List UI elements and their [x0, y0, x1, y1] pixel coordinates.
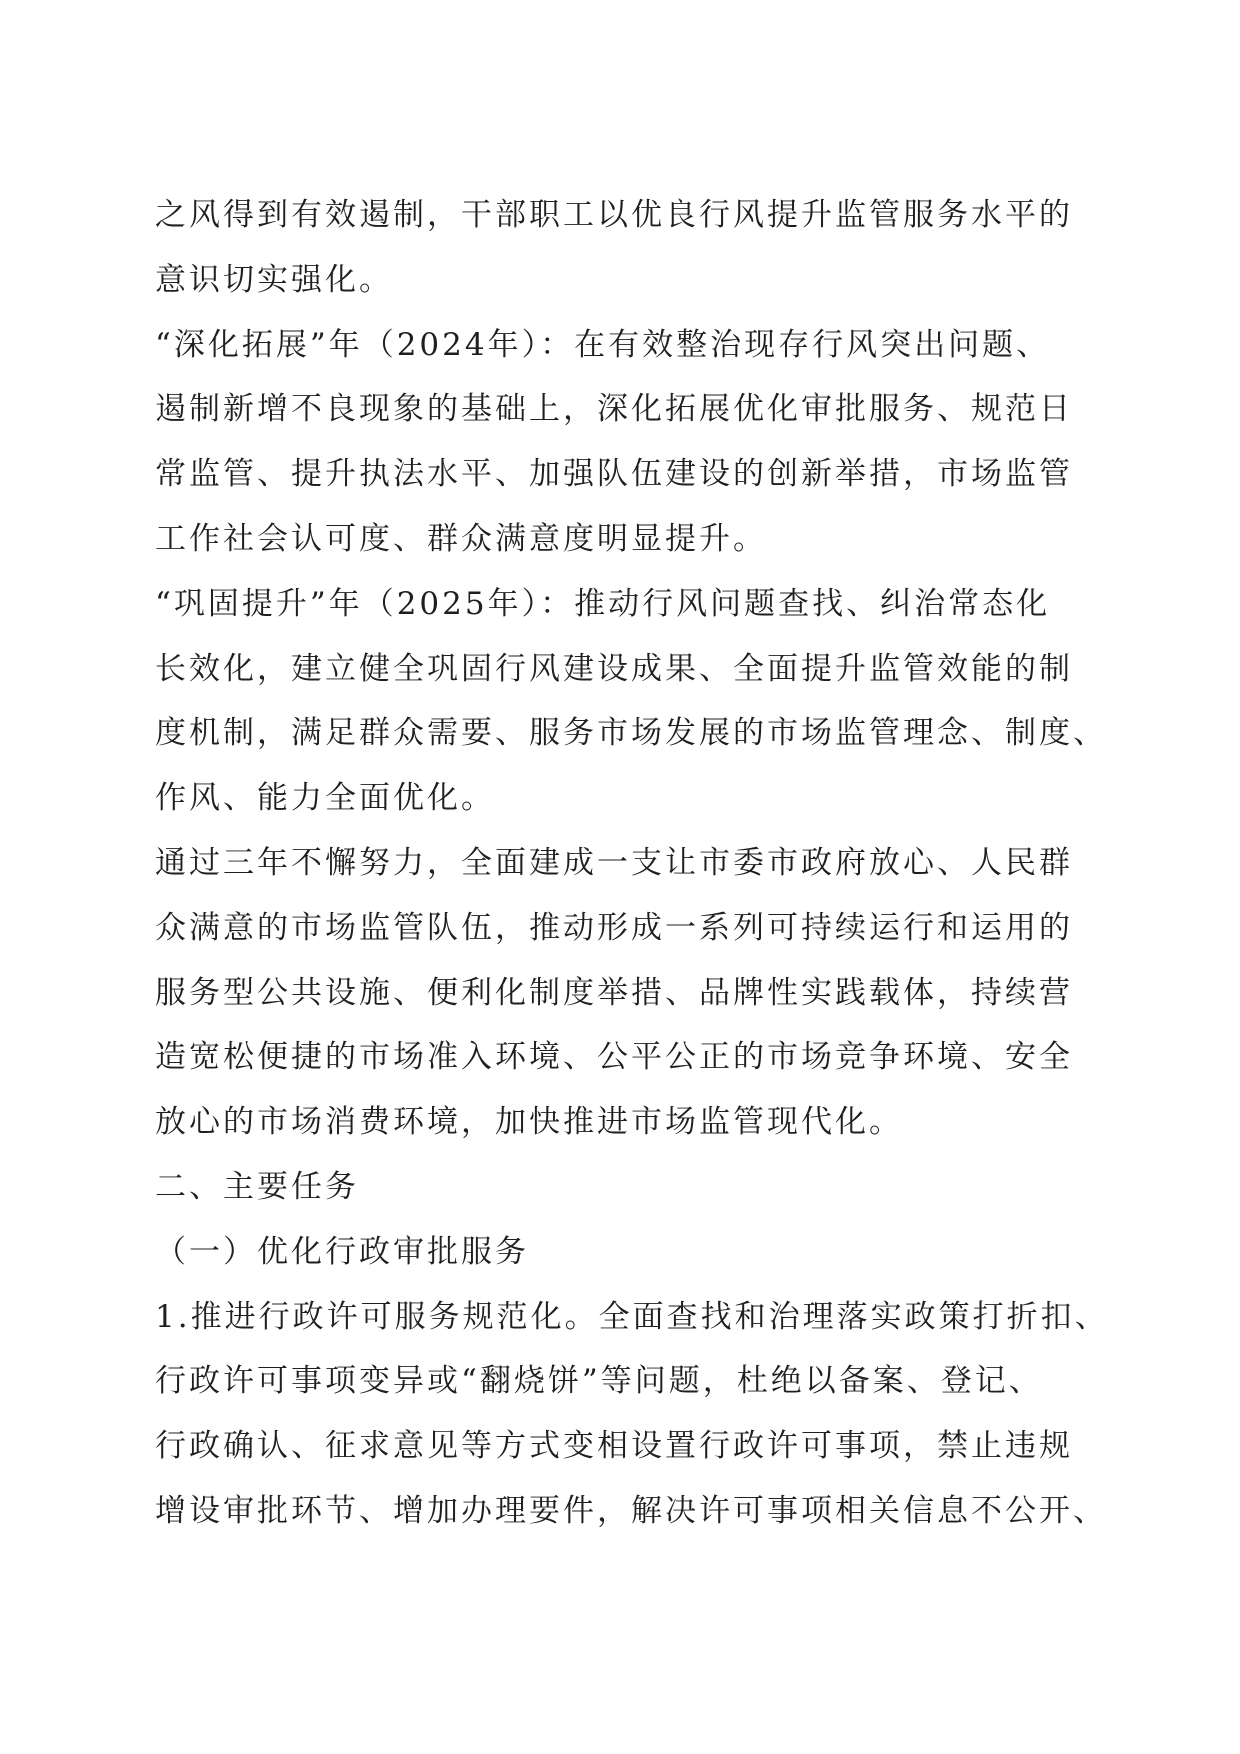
text-line: 增设审批环节、增加办理要件，解决许可事项相关信息不公开、	[155, 1492, 1107, 1529]
text-line: 通过三年不懈努力，全面建成一支让市委市政府放心、人民群	[155, 844, 1073, 881]
subsection-heading: （一）优化行政审批服务	[155, 1233, 529, 1270]
text-line: “巩固提升”年（2025年）：推动行风问题查找、纠治常态化	[155, 585, 1051, 622]
text-line: “深化拓展”年（2024年）：在有效整治现存行风突出问题、	[155, 326, 1051, 363]
text-line: 放心的市场消费环境，加快推进市场监管现代化。	[155, 1104, 903, 1141]
text-line: 度机制，满足群众需要、服务市场发展的市场监管理念、制度、	[155, 715, 1107, 752]
text-line: 之风得到有效遏制，干部职工以优良行风提升监管服务水平的	[155, 197, 1073, 233]
text-line: 意识切实强化。	[155, 261, 393, 298]
text-line: 作风、能力全面优化。	[155, 780, 495, 817]
text-line: 长效化，建立健全巩固行风建设成果、全面提升监管效能的制	[155, 650, 1073, 687]
text-line: 行政许可事项变异或“翻烧饼”等问题，杜绝以备案、登记、	[155, 1363, 1043, 1400]
document-body	[155, 183, 1109, 1544]
text-line: 服务型公共设施、便利化制度举措、品牌性实践载体，持续营	[155, 974, 1073, 1011]
text-line: 造宽松便捷的市场准入环境、公平公正的市场竞争环境、安全	[155, 1039, 1073, 1076]
text-line: 众满意的市场监管队伍，推动形成一系列可持续运行和运用的	[155, 909, 1073, 946]
text-line: 遏制新增不良现象的基础上，深化拓展优化审批服务、规范日	[155, 391, 1073, 428]
section-heading: 二、主要任务	[155, 1168, 359, 1205]
text-line: 工作社会认可度、群众满意度明显提升。	[155, 520, 767, 557]
text-line: 行政确认、征求意见等方式变相设置行政许可事项，禁止违规	[155, 1428, 1073, 1465]
text-line: 常监管、提升执法水平、加强队伍建设的创新举措，市场监管	[155, 456, 1073, 493]
text-line: 1.推进行政许可服务规范化。全面查找和治理落实政策打折扣、	[155, 1298, 1109, 1335]
